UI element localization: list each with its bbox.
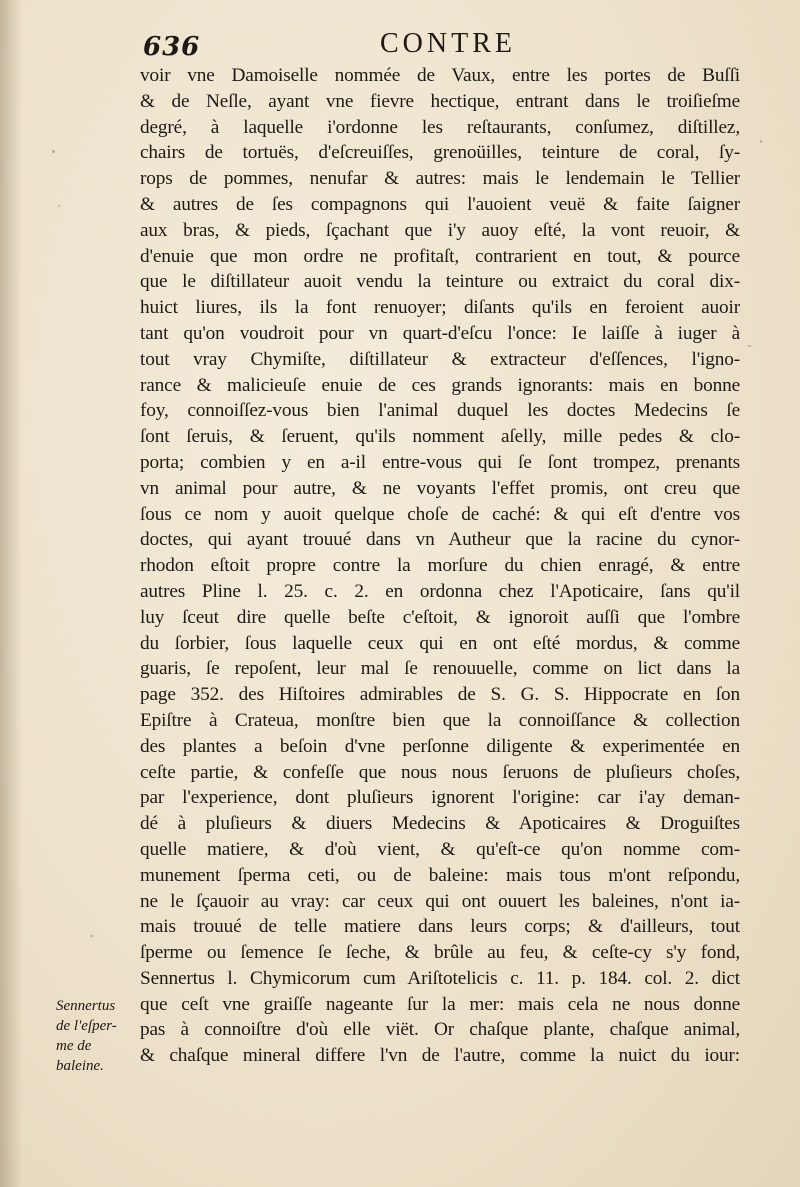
- text-line: Epiſtre à Crateua, monſtre bien que la connoiſſance & collection: [140, 709, 740, 731]
- margin-note-line: baleine.: [56, 1058, 104, 1074]
- text-line: ſont ſeruis, & ſeruent, qu'ils nomment aſelly, mille pedes & clo-: [140, 426, 740, 448]
- page-number: 636: [143, 32, 201, 62]
- text-line: par l'experience, dont pluſieurs ignorent l'origine: car i'ay deman-: [140, 787, 740, 809]
- margin-note: [56, 996, 140, 1076]
- text-line: rance & malicieuſe enuie de ces grands ignorants: mais en bonne: [140, 374, 740, 396]
- text-line: ne le ſçauoir au vray: car ceux qui ont ouuert les baleines, n'ont ia-: [140, 890, 740, 912]
- spine-shadow: [0, 0, 22, 1187]
- text-line: huict liures, ils la font renuoyer; diſants qu'ils en feroient auoir: [140, 297, 740, 319]
- text-line: page 352. des Hiſtoires admirables de S. G. S. Hippocrate en ſon: [140, 684, 740, 706]
- margin-note-line: de l'eſper-: [56, 1018, 117, 1034]
- text-line: quelle matiere, & d'où vient, & qu'eſt-ce qu'on nomme com-: [140, 838, 740, 860]
- page-header: [0, 28, 800, 68]
- text-line: voir vne Damoiselle nommée de Vaux, entre les portes de Buſſi: [140, 65, 740, 86]
- text-line: mais trouué de telle matiere dans leurs corps; & d'ailleurs, tout: [140, 916, 740, 938]
- text-line: des plantes a beſoin d'vne perſonne diligente & experimentée en: [140, 735, 740, 757]
- text-line: tant qu'on voudroit pour vn quart-d'eſcu l'once: Ie laiſſe à iuger à: [140, 322, 740, 344]
- text-line: ſous ce nom y auoit quelque choſe de caché: & qui eſt d'entre vos: [140, 503, 740, 525]
- text-line: porta; combien y en a-il entre-vous qui ſe ſont trompez, prenants: [140, 451, 740, 473]
- text-line: ceſte partie, & confeſſe que nous nous ſeruons de pluſieurs choſes,: [140, 761, 740, 783]
- text-line: que le diſtillateur auoit vendu la teinture ou extraict du coral dix-: [140, 271, 740, 293]
- paper-speck: [58, 205, 60, 207]
- body-text: [140, 63, 740, 1069]
- text-line: pas à connoiſtre d'où elle viët. Or chaſque plante, chaſque animal,: [140, 1019, 740, 1041]
- text-line: d'enuie que mon ordre ne profitaſt, contrarient en tout, & pource: [140, 245, 740, 267]
- margin-note-line: Sennertus: [56, 998, 116, 1014]
- paper-speck: [90, 935, 93, 937]
- paper-speck: [760, 140, 762, 143]
- margin-note-line: me de: [56, 1038, 92, 1054]
- text-line: luy ſceut dire quelle beſte c'eſtoit, & ignoroit auſſi que l'ombre: [140, 606, 740, 628]
- text-line: rops de pommes, nenufar & autres: mais le lendemain le Tellier: [140, 168, 740, 190]
- text-line: Sennertus l. Chymicorum cum Ariſtotelicis c. 11. p. 184. col. 2. dict: [140, 967, 740, 989]
- text-line: aux bras, & pieds, ſçachant que i'y auoy eſté, la vont reuoir, &: [140, 219, 740, 241]
- text-line: & chaſque mineral differe l'vn de l'autre, comme la nuict du iour:: [140, 1045, 740, 1067]
- text-line: doctes, qui ayant trouué dans vn Autheur que la racine du cynor-: [140, 529, 740, 551]
- text-line: dé à pluſieurs & diuers Medecins & Apoticaires & Droguiſtes: [140, 813, 740, 835]
- running-head: CONTRE: [380, 28, 516, 59]
- text-line: foy, connoiſſez-vous bien l'animal duquel les doctes Medecins ſe: [140, 400, 740, 422]
- text-line: que ceſt vne graiſſe nageante ſur la mer: mais cela ne nous donne: [140, 993, 740, 1015]
- text-line: chairs de tortuës, d'eſcreuiſſes, grenoüilles, teinture de coral, ſy-: [140, 142, 740, 164]
- paper-speck: [52, 150, 55, 153]
- text-line: & autres de ſes compagnons qui l'auoient veuë & faite ſaigner: [140, 193, 740, 215]
- paper-speck: [748, 345, 751, 347]
- text-line: ſperme ou ſemence ſe ſeche, & brûle au feu, & ceſte-cy s'y fond,: [140, 942, 740, 964]
- text-line: du ſorbier, ſous laquelle ceux qui en ont eſté mordus, & comme: [140, 632, 740, 654]
- text-line: tout vray Chymiſte, diſtillateur & extracteur d'eſſences, l'igno-: [140, 348, 740, 370]
- text-line: munement ſperma ceti, ou de baleine: mais tous m'ont reſpondu,: [140, 864, 740, 886]
- text-line: & de Neſle, ayant vne fievre hectique, entrant dans le troiſieſme: [140, 90, 740, 112]
- text-line: vn animal pour autre, & ne voyants l'effet promis, ont creu que: [140, 477, 740, 499]
- text-line: degré, à laquelle i'ordonne les reſtaurants, conſumez, diſtillez,: [140, 116, 740, 138]
- text-line: rhodon eſtoit propre contre la morſure du chien enragé, & entre: [140, 555, 740, 577]
- text-line: guaris, ſe repoſent, leur mal ſe renouuelle, comme on lict dans la: [140, 658, 740, 680]
- text-line: autres Pline l. 25. c. 2. en ordonna chez l'Apoticaire, ſans qu'il: [140, 580, 740, 602]
